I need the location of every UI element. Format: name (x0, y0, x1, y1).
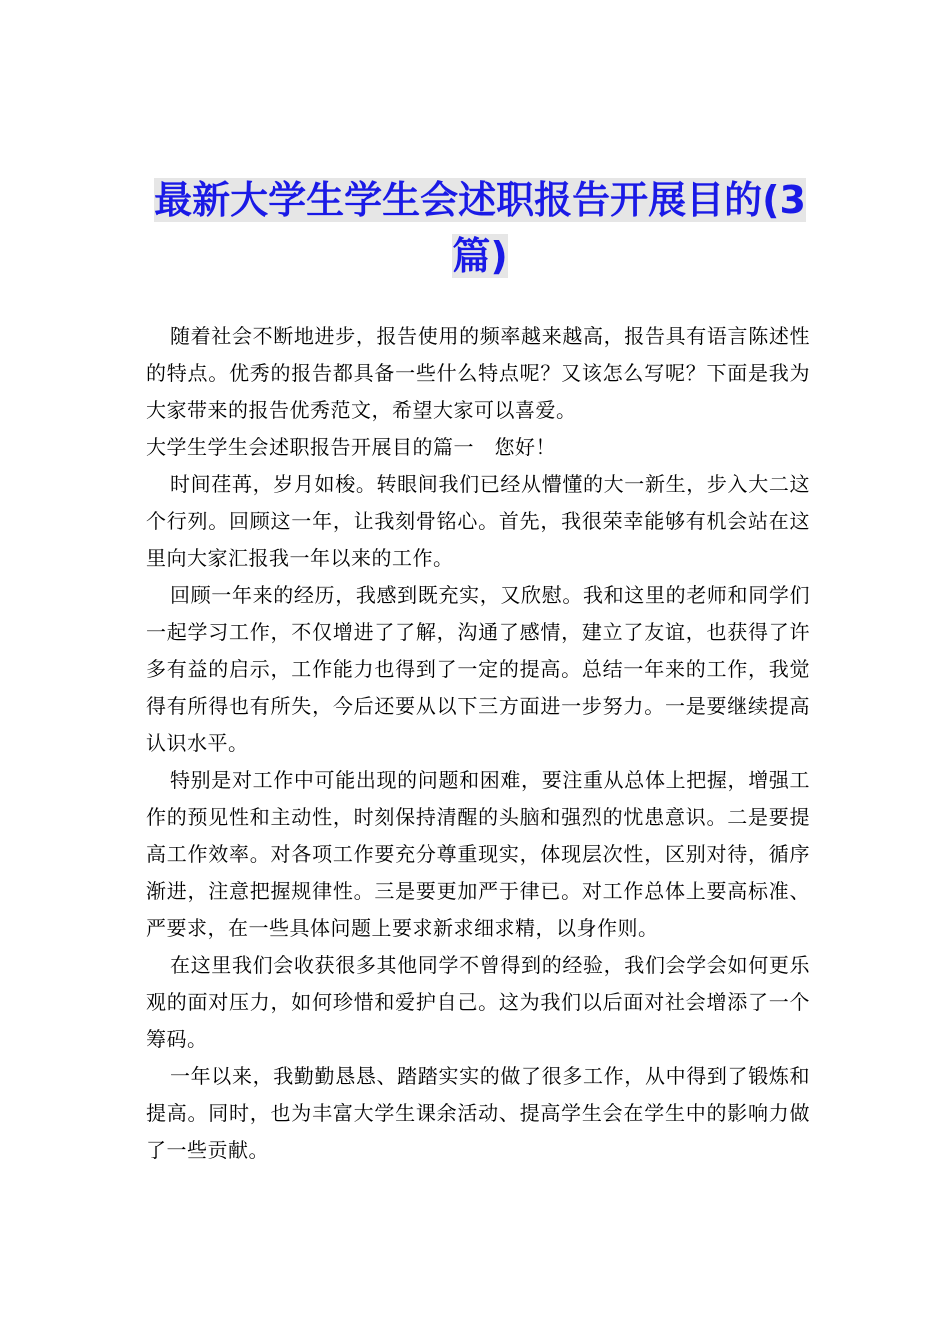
document-title (140, 172, 820, 284)
document-body (146, 318, 810, 1169)
paragraph: 特别是对工作中可能出现的问题和困难，要注重从总体上把握，增强工作的预见性和主动性，时刻保持清醒的头脑和强烈的忧患意识。二是要提高工作效率。对各项工作要充分尊重现实，体现层次性，区别对待，循序渐进，注意把握规律性。三是要更加严于律已。对工作总体上要高标准、严要求，在一些具体问题上要求新求细求精，以身作则。 (146, 768, 810, 940)
paragraph: 在这里我们会收获很多其他同学不曾得到的经验，我们会学会如何更乐观的面对压力，如何珍惜和爱护自己。这为我们以后面对社会增添了一个筹码。 (146, 953, 810, 1051)
document-title-text: 最新大学生学生会述职报告开展目的(3篇) (154, 178, 806, 278)
paragraph: 回顾一年来的经历，我感到既充实，又欣慰。我和这里的老师和同学们一起学习工作，不仅增进了了解，沟通了感情，建立了友谊，也获得了许多有益的启示，工作能力也得到了一定的提高。总结一年来的工作，我觉得有所得也有所失，今后还要从以下三方面进一步努力。一是要继续提高认识水平。 (146, 583, 810, 755)
paragraph: 一年以来，我勤勤恳恳、踏踏实实的做了很多工作，从中得到了锻炼和提高。同时，也为丰富大学生课余活动、提高学生会在学生中的影响力做了一些贡献。 (146, 1064, 810, 1162)
paragraph-section-heading: 大学生学生会述职报告开展目的篇一 您好！ (146, 435, 556, 459)
paragraph-intro: 随着社会不断地进步，报告使用的频率越来越高，报告具有语言陈述性的特点。优秀的报告都具备一些什么特点呢？又该怎么写呢？下面是我为大家带来的报告优秀范文，希望大家可以喜爱。 (146, 324, 810, 422)
paragraph: 时间荏苒，岁月如梭。转眼间我们已经从懵懂的大一新生，步入大二这个行列。回顾这一年，让我刻骨铭心。首先，我很荣幸能够有机会站在这里向大家汇报我一年以来的工作。 (146, 472, 810, 570)
